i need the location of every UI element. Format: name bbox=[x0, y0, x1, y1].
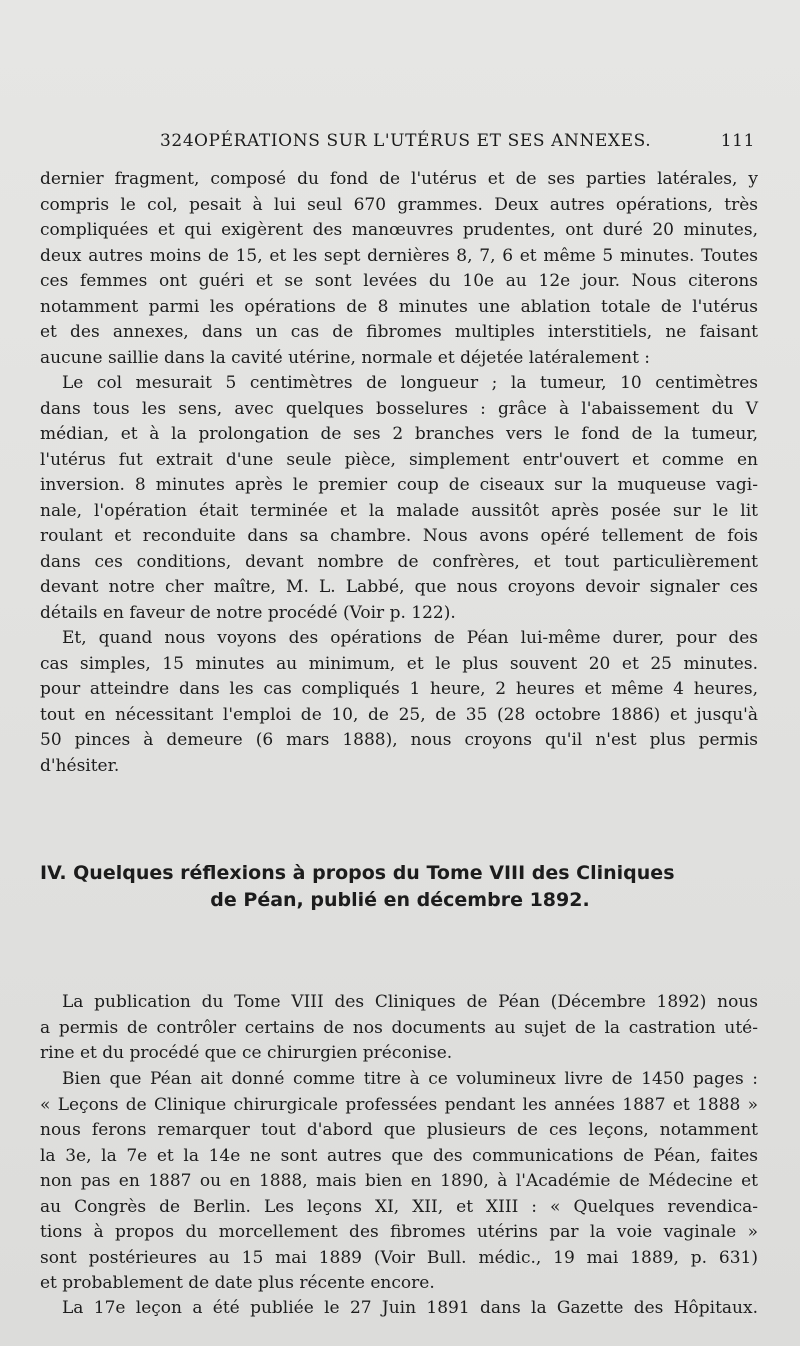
text-line: la 3e, la 7e et la 14e ne sont autres que des communications de Péan, faites bbox=[40, 1145, 758, 1166]
paragraph-2 bbox=[40, 371, 758, 626]
section-heading bbox=[40, 860, 760, 914]
text-line: 50 pinces à demeure (6 mars 1888), nous croyons qu'il n'est plus permis bbox=[40, 730, 758, 750]
text-line: deux autres moins de 15, et les sept dernières 8, 7, 6 et même 5 minutes. Toutes bbox=[40, 245, 758, 266]
text-line: et des annexes, dans un cas de fibromes multiples interstitiels, ne faisant bbox=[40, 322, 758, 342]
text-line: tout en nécessitant l'emploi de 10, de 25, de 35 (28 octobre 1886) et jusqu'à bbox=[40, 704, 758, 725]
paragraph-5 bbox=[40, 1067, 758, 1297]
text-line: dans ces conditions, devant nombre de confrères, et tout particulièrement bbox=[40, 551, 758, 572]
paragraph-1 bbox=[40, 167, 758, 371]
text-line: sont postérieures au 15 mai 1889 (Voir Bull. médic., 19 mai 1889, p. 631) bbox=[40, 1247, 758, 1268]
text-line: au Congrès de Berlin. Les leçons XI, XII, et XIII : « Quelques revendica- bbox=[40, 1196, 758, 1217]
text-line: tions à propos du morcellement des fibromes utérins par la voie vaginale » bbox=[40, 1222, 758, 1242]
text-line: nous ferons remarquer tout d'abord que plusieurs de ces leçons, notamment bbox=[40, 1120, 758, 1140]
text-line: Le col mesurait 5 centimètres de longueur ; la tumeur, 10 centimètres bbox=[62, 373, 758, 393]
text-line: Et, quand nous voyons des opérations de Péan lui-même durer, pour des bbox=[62, 628, 758, 648]
text-line: La publication du Tome VIII des Cliniques de Péan (Décembre 1892) nous bbox=[62, 992, 758, 1012]
text-line: nale, l'opération était terminée et la malade aussitôt après posée sur le lit bbox=[40, 500, 758, 521]
text-line: détails en faveur de notre procédé (Voir p. 122). bbox=[40, 602, 456, 623]
paragraph-6 bbox=[40, 1296, 758, 1322]
text-line: compliquées et qui exigèrent des manœuvres prudentes, ont duré 20 minutes, bbox=[40, 220, 758, 240]
text-line: non pas en 1887 ou en 1888, mais bien en 1890, à l'Académie de Médecine et bbox=[40, 1171, 758, 1191]
running-title: OPÉRATIONS SUR L'UTÉRUS ET SES ANNEXES. bbox=[194, 131, 652, 151]
text-line: aucune saillie dans la cavité utérine, normale et déjetée latéralement : bbox=[40, 347, 651, 368]
paragraph-3 bbox=[40, 626, 758, 779]
text-line: rine et du procédé que ce chirurgien préconise. bbox=[40, 1043, 453, 1063]
text-line: Bien que Péan ait donné comme titre à ce volumineux livre de 1450 pages : bbox=[62, 1069, 758, 1089]
text-line: l'utérus fut extrait d'une seule pièce, simplement entr'ouvert et comme en bbox=[40, 449, 758, 470]
text-line: et probablement de date plus récente encore. bbox=[40, 1273, 435, 1293]
section-heading-line-2: de Péan, publié en décembre 1892. bbox=[210, 889, 590, 911]
text-line: d'hésiter. bbox=[40, 755, 120, 776]
text-line: ces femmes ont guéri et se sont levées du 10e au 12e jour. Nous citerons bbox=[40, 271, 758, 291]
text-line: notamment parmi les opérations de 8 minutes une ablation totale de l'utérus bbox=[40, 296, 758, 317]
text-line: compris le col, pesait à lui seul 670 grammes. Deux autres opérations, très bbox=[40, 194, 758, 215]
text-line: dernier fragment, composé du fond de l'utérus et de ses parties latérales, y bbox=[40, 169, 758, 189]
running-header bbox=[160, 131, 755, 157]
text-line: pour atteindre dans les cas compliqués 1 heure, 2 heures et même 4 heures, bbox=[40, 679, 758, 699]
text-line: médian, et à la prolongation de ses 2 branches vers le fond de la tumeur, bbox=[40, 424, 758, 444]
text-line: devant notre cher maître, M. L. Labbé, que nous croyons devoir signaler ces bbox=[40, 577, 758, 597]
text-line: La 17e leçon a été publiée le 27 Juin 1891 dans la Gazette des Hôpitaux. bbox=[62, 1298, 758, 1318]
text-line: roulant et reconduite dans sa chambre. Nous avons opéré tellement de fois bbox=[40, 526, 758, 546]
folio-number: 111 bbox=[720, 131, 755, 151]
text-line: « Leçons de Clinique chirurgicale professées pendant les années 1887 et 1888 » bbox=[40, 1094, 758, 1115]
text-line: dans tous les sens, avec quelques bosselures : grâce à l'abaissement du V bbox=[40, 398, 758, 419]
text-line: inversion. 8 minutes après le premier coup de ciseaux sur la muqueuse vagi- bbox=[40, 475, 758, 495]
paragraph-4 bbox=[40, 990, 758, 1067]
text-line: a permis de contrôler certains de nos documents au sujet de la castration uté- bbox=[40, 1017, 758, 1038]
text-line: cas simples, 15 minutes au minimum, et le plus souvent 20 et 25 minutes. bbox=[40, 653, 758, 674]
page-number: 324 bbox=[160, 131, 195, 151]
section-heading-line-1: IV. Quelques réflexions à propos du Tome VIII des Cliniques bbox=[40, 862, 675, 884]
